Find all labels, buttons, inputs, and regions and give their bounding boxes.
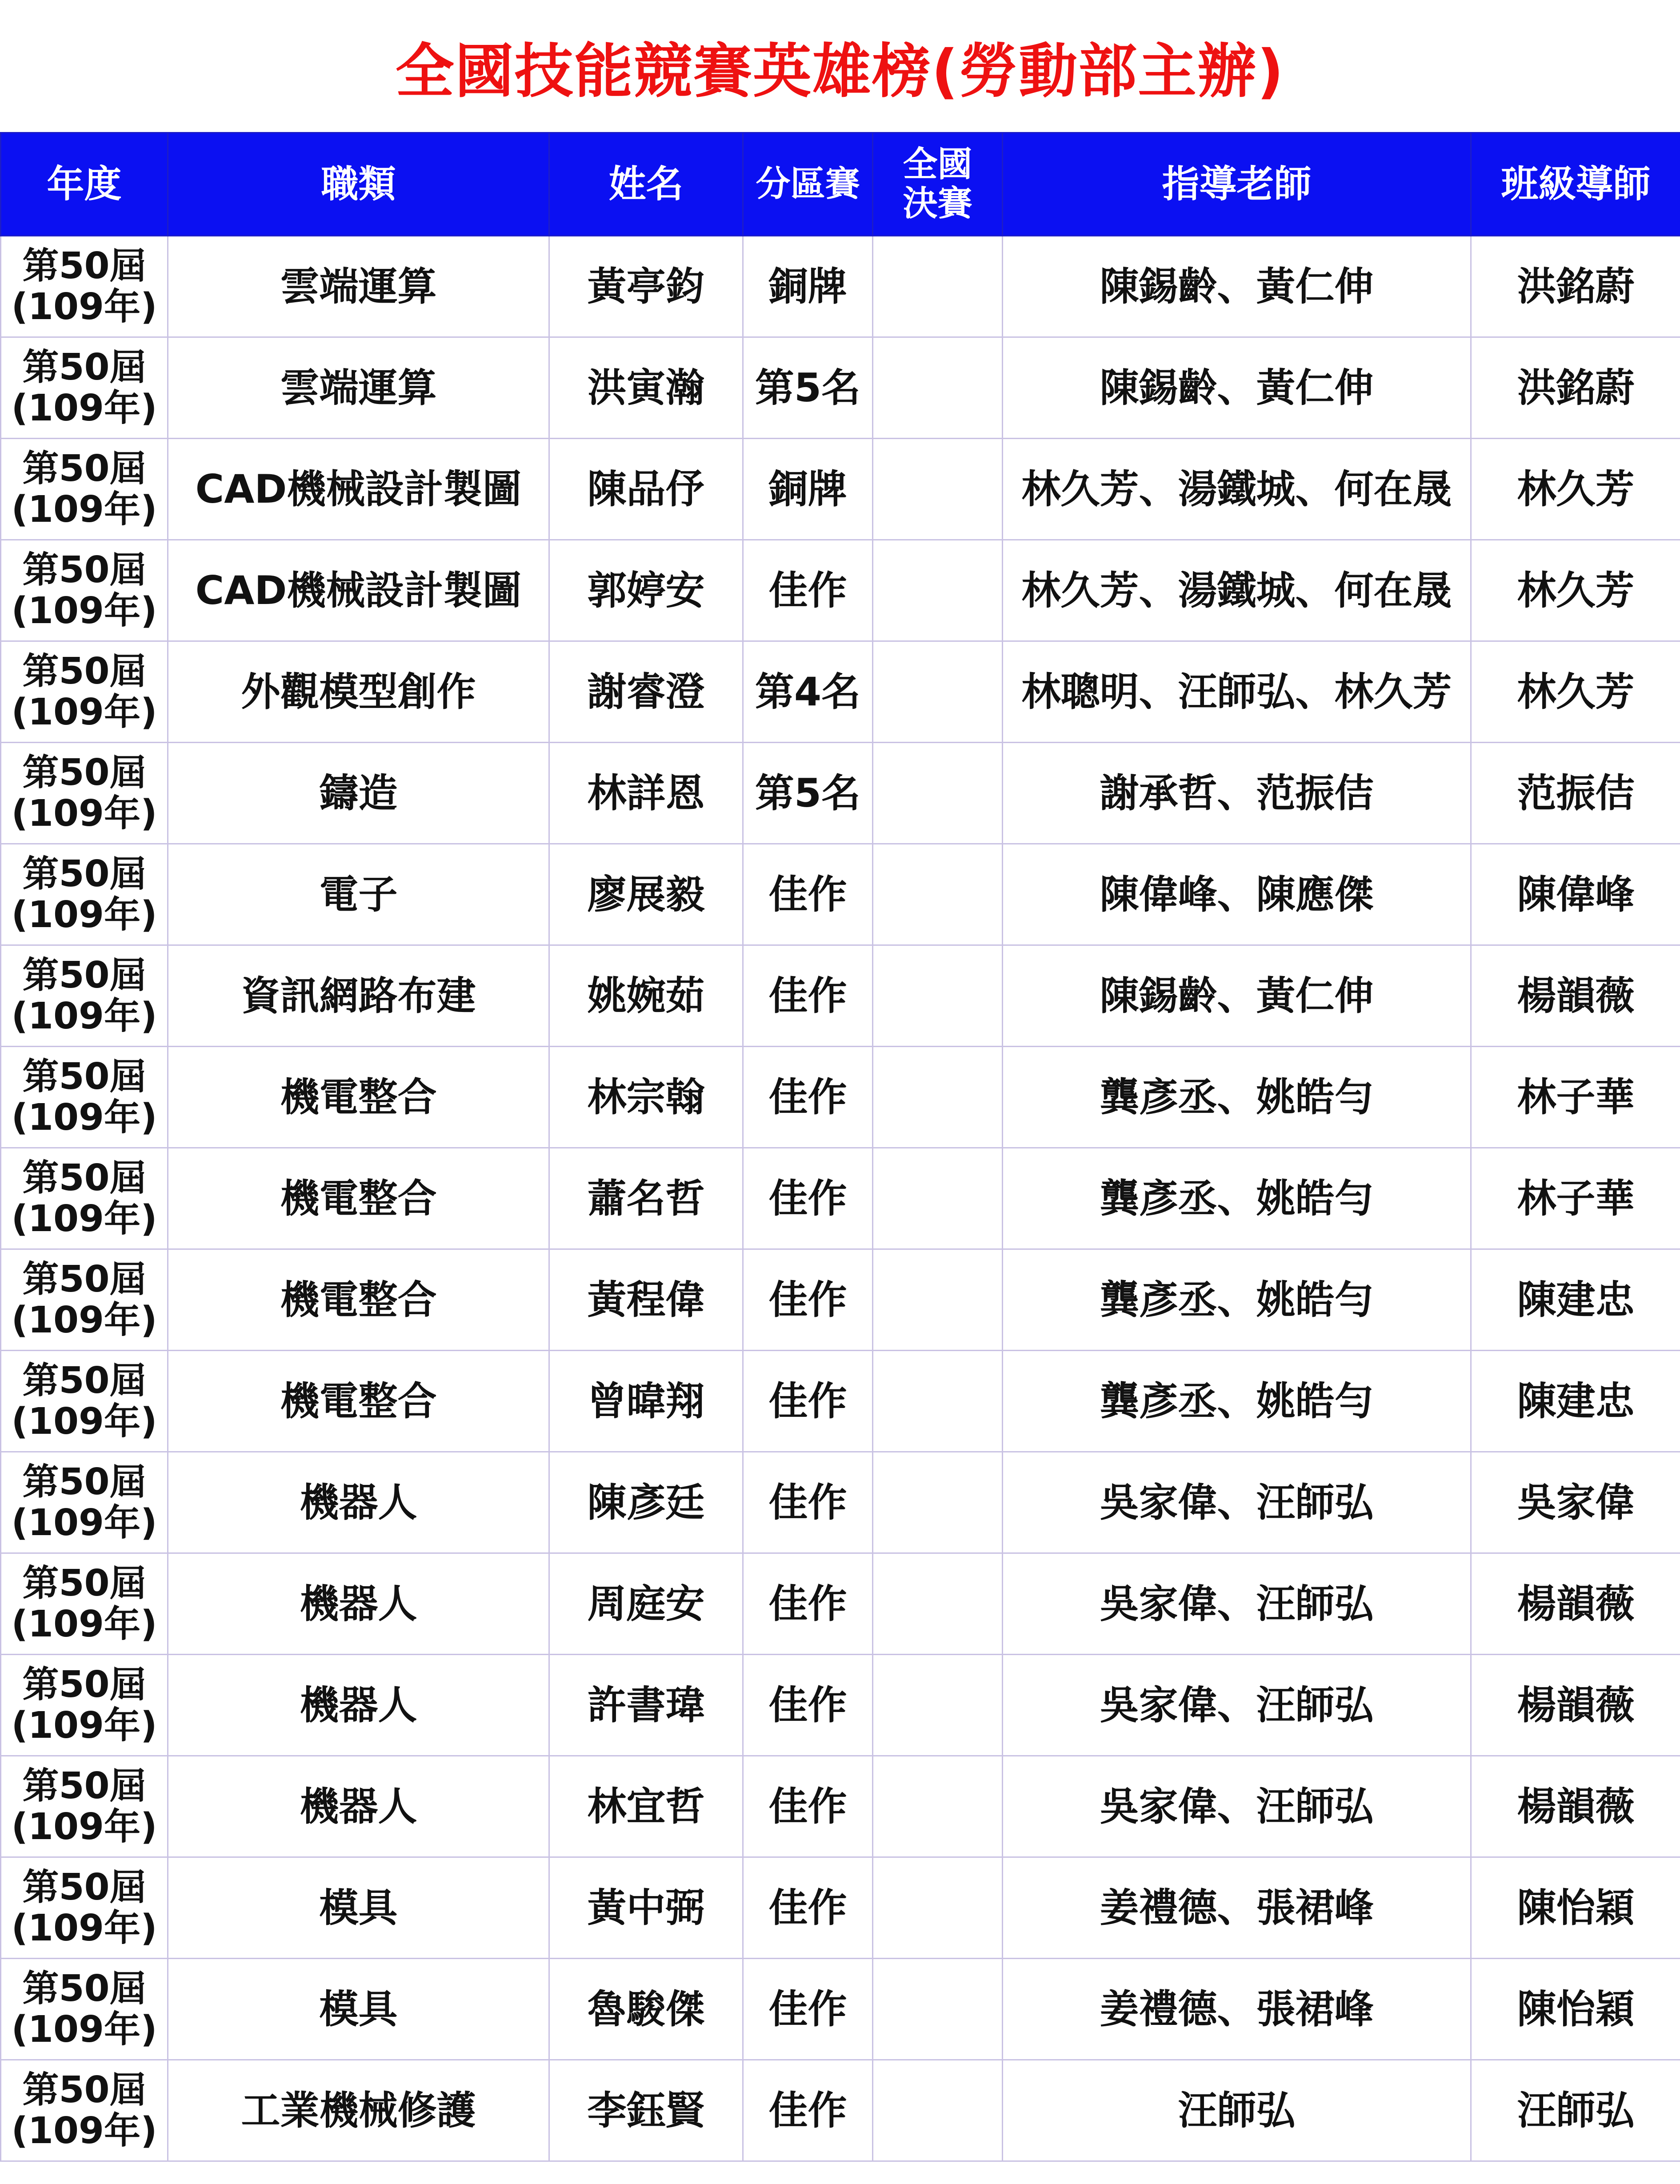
- header-year: 年度: [1, 133, 168, 236]
- year-label: (109年): [11, 1907, 157, 1949]
- table-row: [1, 337, 1680, 439]
- cell-regional: 銅牌: [743, 439, 873, 540]
- cell-name: 黃程偉: [549, 1249, 743, 1351]
- cell-instructors: 吳家偉、汪師弘: [1003, 1655, 1471, 1756]
- cell-homeroom: 陳怡穎: [1471, 1959, 1680, 2060]
- cell-name: 魯駿傑: [549, 1959, 743, 2060]
- cell-year: [1, 1351, 168, 1452]
- cell-instructors: 吳家偉、汪師弘: [1003, 1756, 1471, 1857]
- cell-homeroom: 陳建忠: [1471, 1351, 1680, 1452]
- header-regional: 分區賽: [743, 133, 873, 236]
- cell-year: [1, 1047, 168, 1148]
- cell-national: [873, 1857, 1003, 1959]
- table-row: [1, 439, 1680, 540]
- cell-name: 林宜哲: [549, 1756, 743, 1857]
- session-label: 第50屆: [22, 1562, 146, 1604]
- header-name: 姓名: [549, 133, 743, 236]
- cell-national: [873, 236, 1003, 337]
- cell-homeroom: 楊韻薇: [1471, 1553, 1680, 1655]
- cell-category: 機器人: [168, 1553, 549, 1655]
- cell-year: [1, 236, 168, 337]
- cell-national: [873, 1148, 1003, 1249]
- cell-category: 外觀模型創作: [168, 641, 549, 743]
- cell-year: [1, 1857, 168, 1959]
- table-row: [1, 236, 1680, 337]
- cell-instructors: 汪師弘: [1003, 2060, 1471, 2161]
- cell-national: [873, 540, 1003, 641]
- table-row: [1, 1148, 1680, 1249]
- year-label: (109年): [11, 1704, 157, 1747]
- cell-year: [1, 743, 168, 844]
- table-body: [1, 236, 1680, 2161]
- cell-instructors: 陳錫齡、黃仁伸: [1003, 337, 1471, 439]
- cell-instructors: 姜禮德、張裙峰: [1003, 1959, 1471, 2060]
- cell-name: 洪寅瀚: [549, 337, 743, 439]
- cell-instructors: 陳錫齡、黃仁伸: [1003, 236, 1471, 337]
- cell-year: [1, 337, 168, 439]
- cell-category: 模具: [168, 1857, 549, 1959]
- session-label: 第50屆: [22, 1460, 146, 1503]
- cell-name: 蕭名哲: [549, 1148, 743, 1249]
- cell-category: 機器人: [168, 1756, 549, 1857]
- table-row: [1, 1655, 1680, 1756]
- cell-national: [873, 1553, 1003, 1655]
- cell-category: 機器人: [168, 1655, 549, 1756]
- year-label: (109年): [11, 1197, 157, 1240]
- session-label: 第50屆: [22, 1967, 146, 2010]
- cell-name: 廖展毅: [549, 844, 743, 945]
- session-label: 第50屆: [22, 751, 146, 794]
- table-row: [1, 844, 1680, 945]
- cell-national: [873, 1452, 1003, 1553]
- table-row: [1, 540, 1680, 641]
- year-label: (109年): [11, 1400, 157, 1443]
- header-instructors: 指導老師: [1003, 133, 1471, 236]
- cell-regional: 佳作: [743, 1452, 873, 1553]
- cell-category: 機器人: [168, 1452, 549, 1553]
- cell-category: 鑄造: [168, 743, 549, 844]
- cell-regional: 佳作: [743, 2060, 873, 2161]
- cell-regional: 第5名: [743, 743, 873, 844]
- cell-category: CAD機械設計製圖: [168, 540, 549, 641]
- session-label: 第50屆: [22, 954, 146, 996]
- cell-year: [1, 540, 168, 641]
- year-label: (109年): [11, 1096, 157, 1139]
- cell-homeroom: 洪銘蔚: [1471, 337, 1680, 439]
- table-row: [1, 1857, 1680, 1959]
- cell-regional: 佳作: [743, 1249, 873, 1351]
- cell-category: 機電整合: [168, 1148, 549, 1249]
- header-category: 職類: [168, 133, 549, 236]
- cell-year: [1, 1756, 168, 1857]
- year-label: (109年): [11, 387, 157, 429]
- cell-category: 工業機械修護: [168, 2060, 549, 2161]
- cell-national: [873, 1047, 1003, 1148]
- cell-homeroom: 林久芳: [1471, 439, 1680, 540]
- cell-year: [1, 844, 168, 945]
- cell-national: [873, 1351, 1003, 1452]
- cell-instructors: 龔彥丞、姚皓勻: [1003, 1249, 1471, 1351]
- cell-regional: 第5名: [743, 337, 873, 439]
- cell-name: 李鈺賢: [549, 2060, 743, 2161]
- cell-name: 黃中弼: [549, 1857, 743, 1959]
- year-label: (109年): [11, 2008, 157, 2051]
- cell-national: [873, 1655, 1003, 1756]
- table-row: [1, 1756, 1680, 1857]
- header-national-line2: 決賽: [903, 183, 972, 224]
- cell-name: 周庭安: [549, 1553, 743, 1655]
- cell-category: 雲端運算: [168, 337, 549, 439]
- cell-instructors: 陳錫齡、黃仁伸: [1003, 945, 1471, 1047]
- cell-homeroom: 洪銘蔚: [1471, 236, 1680, 337]
- cell-name: 郭婷安: [549, 540, 743, 641]
- cell-regional: 佳作: [743, 1959, 873, 2060]
- session-label: 第50屆: [22, 1663, 146, 1706]
- session-label: 第50屆: [22, 852, 146, 895]
- table-row: [1, 1553, 1680, 1655]
- session-label: 第50屆: [22, 1764, 146, 1807]
- cell-name: 林詳恩: [549, 743, 743, 844]
- cell-national: [873, 945, 1003, 1047]
- session-label: 第50屆: [22, 1055, 146, 1098]
- year-label: (109年): [11, 1501, 157, 1544]
- session-label: 第50屆: [22, 1866, 146, 1908]
- session-label: 第50屆: [22, 548, 146, 591]
- cell-year: [1, 641, 168, 743]
- table-header-row: [1, 133, 1680, 236]
- cell-instructors: 姜禮德、張裙峰: [1003, 1857, 1471, 1959]
- table-row: [1, 743, 1680, 844]
- cell-regional: 佳作: [743, 844, 873, 945]
- cell-national: [873, 337, 1003, 439]
- year-label: (109年): [11, 792, 157, 835]
- session-label: 第50屆: [22, 346, 146, 388]
- year-label: (109年): [11, 893, 157, 936]
- cell-regional: 佳作: [743, 1756, 873, 1857]
- table-row: [1, 1452, 1680, 1553]
- session-label: 第50屆: [22, 2068, 146, 2111]
- cell-national: [873, 439, 1003, 540]
- table-row: [1, 641, 1680, 743]
- cell-category: 模具: [168, 1959, 549, 2060]
- year-label: (109年): [11, 1603, 157, 1645]
- header-national: [873, 133, 1003, 236]
- cell-regional: 佳作: [743, 1655, 873, 1756]
- year-label: (109年): [11, 995, 157, 1037]
- cell-regional: 銅牌: [743, 236, 873, 337]
- cell-name: 陳品伃: [549, 439, 743, 540]
- cell-category: 機電整合: [168, 1249, 549, 1351]
- cell-instructors: 陳偉峰、陳應傑: [1003, 844, 1471, 945]
- cell-category: CAD機械設計製圖: [168, 439, 549, 540]
- header-national-line1: 全國: [903, 144, 972, 185]
- cell-homeroom: 楊韻薇: [1471, 1655, 1680, 1756]
- year-label: (109年): [11, 488, 157, 531]
- cell-category: 資訊網路布建: [168, 945, 549, 1047]
- cell-year: [1, 439, 168, 540]
- session-label: 第50屆: [22, 650, 146, 692]
- cell-instructors: 龔彥丞、姚皓勻: [1003, 1351, 1471, 1452]
- year-label: (109年): [11, 691, 157, 733]
- cell-homeroom: 陳怡穎: [1471, 1857, 1680, 1959]
- cell-homeroom: 汪師弘: [1471, 2060, 1680, 2161]
- cell-year: [1, 1249, 168, 1351]
- cell-name: 陳彥廷: [549, 1452, 743, 1553]
- honor-roll-table: [0, 132, 1680, 2162]
- cell-regional: 佳作: [743, 540, 873, 641]
- cell-regional: 佳作: [743, 945, 873, 1047]
- year-label: (109年): [11, 1299, 157, 1341]
- cell-category: 機電整合: [168, 1351, 549, 1452]
- cell-homeroom: 林子華: [1471, 1148, 1680, 1249]
- cell-regional: 第4名: [743, 641, 873, 743]
- cell-category: 電子: [168, 844, 549, 945]
- cell-instructors: 林聰明、汪師弘、林久芳: [1003, 641, 1471, 743]
- cell-homeroom: 陳偉峰: [1471, 844, 1680, 945]
- cell-instructors: 龔彥丞、姚皓勻: [1003, 1047, 1471, 1148]
- table-row: [1, 1351, 1680, 1452]
- year-label: (109年): [11, 589, 157, 632]
- session-label: 第50屆: [22, 1359, 146, 1402]
- cell-regional: 佳作: [743, 1351, 873, 1452]
- cell-year: [1, 1959, 168, 2060]
- cell-instructors: 龔彥丞、姚皓勻: [1003, 1148, 1471, 1249]
- cell-instructors: 謝承哲、范振佶: [1003, 743, 1471, 844]
- cell-category: 機電整合: [168, 1047, 549, 1148]
- table-row: [1, 2060, 1680, 2161]
- cell-name: 謝睿澄: [549, 641, 743, 743]
- year-label: (109年): [11, 1805, 157, 1848]
- cell-year: [1, 1553, 168, 1655]
- cell-homeroom: 陳建忠: [1471, 1249, 1680, 1351]
- table-row: [1, 1047, 1680, 1148]
- cell-year: [1, 1452, 168, 1553]
- cell-name: 林宗翰: [549, 1047, 743, 1148]
- cell-homeroom: 楊韻薇: [1471, 1756, 1680, 1857]
- cell-regional: 佳作: [743, 1148, 873, 1249]
- cell-regional: 佳作: [743, 1047, 873, 1148]
- session-label: 第50屆: [22, 447, 146, 490]
- cell-instructors: 吳家偉、汪師弘: [1003, 1452, 1471, 1553]
- session-label: 第50屆: [22, 1258, 146, 1300]
- cell-homeroom: 范振佶: [1471, 743, 1680, 844]
- table-row: [1, 1249, 1680, 1351]
- cell-homeroom: 林久芳: [1471, 641, 1680, 743]
- cell-year: [1, 1148, 168, 1249]
- cell-year: [1, 2060, 168, 2161]
- cell-category: 雲端運算: [168, 236, 549, 337]
- cell-name: 姚婉茹: [549, 945, 743, 1047]
- cell-homeroom: 吳家偉: [1471, 1452, 1680, 1553]
- cell-instructors: 吳家偉、汪師弘: [1003, 1553, 1471, 1655]
- cell-national: [873, 844, 1003, 945]
- cell-year: [1, 1655, 168, 1756]
- table-row: [1, 945, 1680, 1047]
- cell-homeroom: 林子華: [1471, 1047, 1680, 1148]
- cell-national: [873, 641, 1003, 743]
- session-label: 第50屆: [22, 244, 146, 287]
- cell-name: 黃亭鈞: [549, 236, 743, 337]
- year-label: (109年): [11, 285, 157, 328]
- cell-national: [873, 1756, 1003, 1857]
- cell-homeroom: 林久芳: [1471, 540, 1680, 641]
- cell-name: 許書瑋: [549, 1655, 743, 1756]
- cell-year: [1, 945, 168, 1047]
- cell-national: [873, 1249, 1003, 1351]
- header-homeroom: 班級導師: [1471, 133, 1680, 236]
- year-label: (109年): [11, 2109, 157, 2152]
- cell-instructors: 林久芳、湯鐵城、何在晟: [1003, 439, 1471, 540]
- session-label: 第50屆: [22, 1156, 146, 1199]
- cell-national: [873, 1959, 1003, 2060]
- cell-name: 曾暐翔: [549, 1351, 743, 1452]
- cell-national: [873, 743, 1003, 844]
- page-title: 全國技能競賽英雄榜(勞動部主辦): [395, 37, 1285, 106]
- cell-regional: 佳作: [743, 1857, 873, 1959]
- cell-national: [873, 2060, 1003, 2161]
- table-row: [1, 1959, 1680, 2060]
- cell-instructors: 林久芳、湯鐵城、何在晟: [1003, 540, 1471, 641]
- cell-homeroom: 楊韻薇: [1471, 945, 1680, 1047]
- cell-regional: 佳作: [743, 1553, 873, 1655]
